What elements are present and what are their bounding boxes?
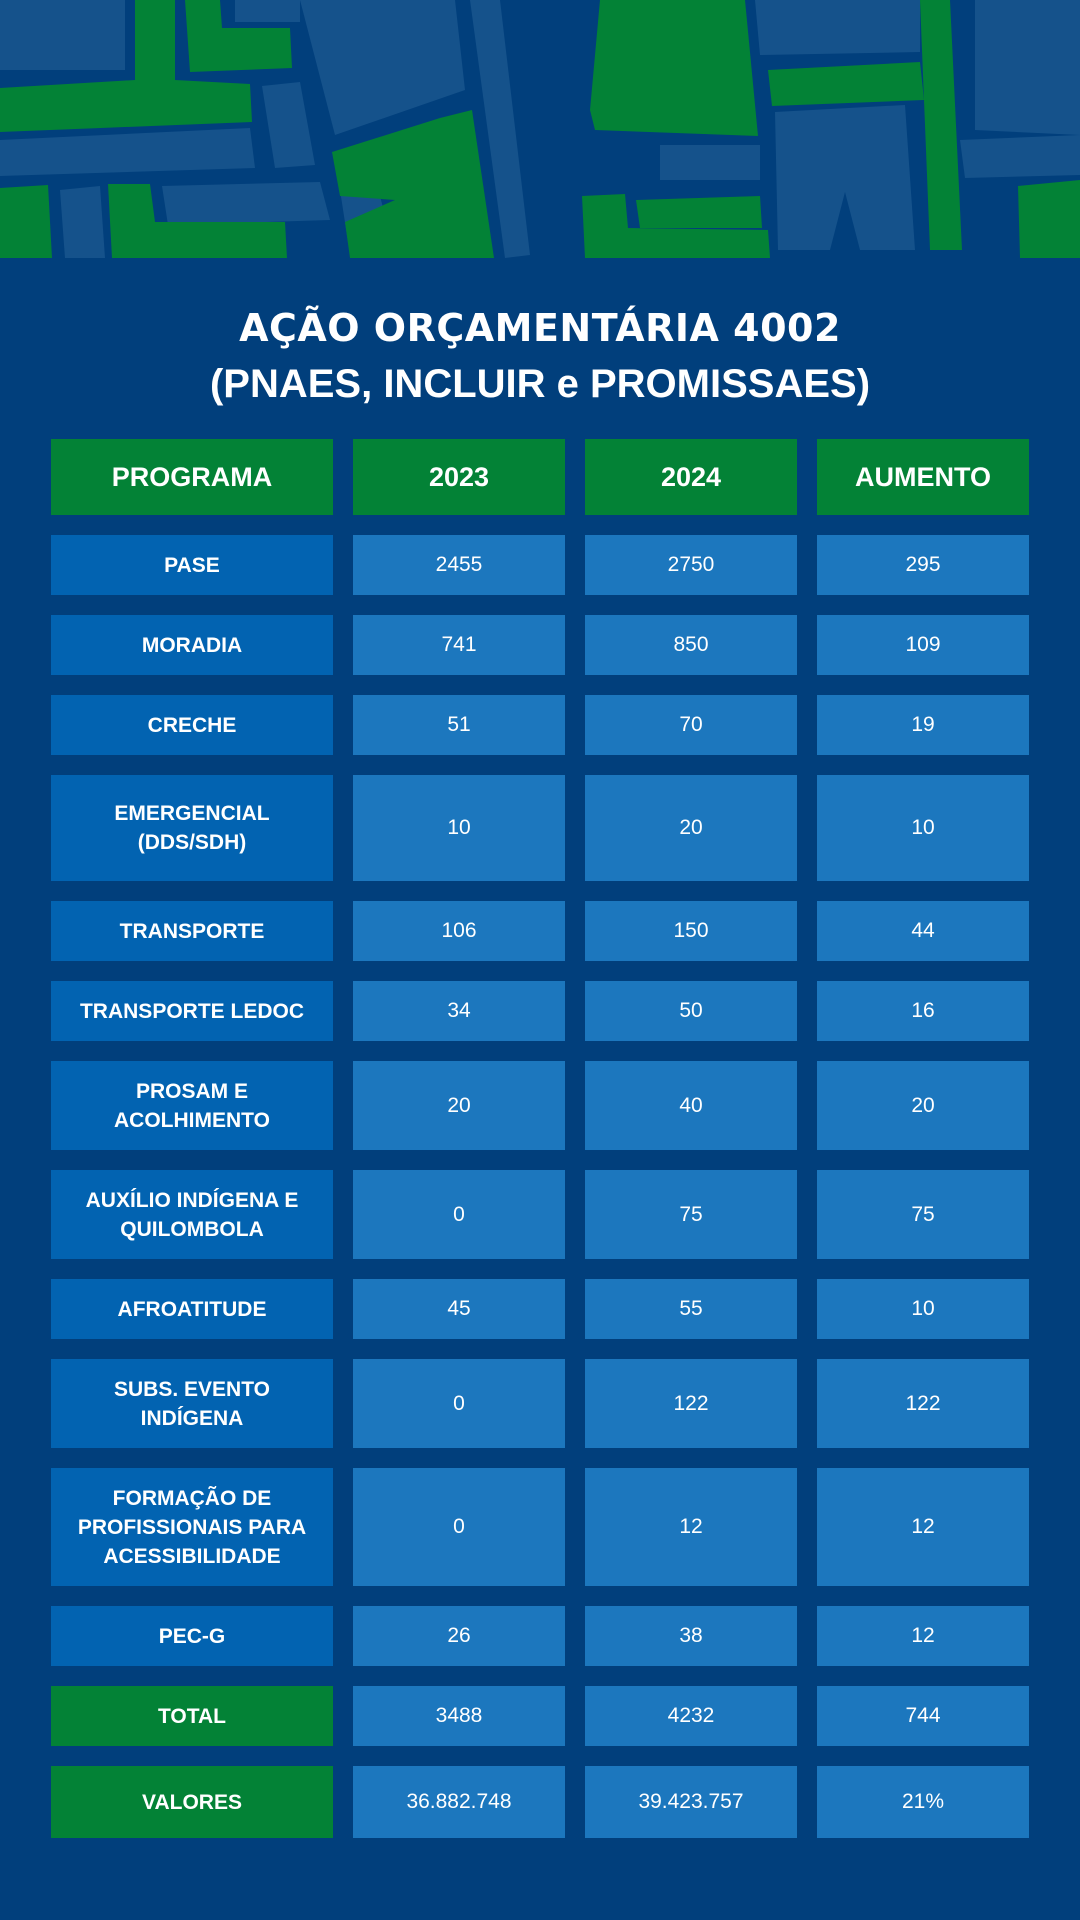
decorative-map-banner [0,0,1080,260]
total-aumento: 744 [817,1686,1029,1746]
row-2024: 75 [585,1170,797,1259]
row-name: MORADIA [51,615,333,675]
page-title [0,300,1080,412]
row-2024: 2750 [585,535,797,595]
total-label: TOTAL [51,1686,333,1746]
row-name: AUXÍLIO INDÍGENA E QUILOMBOLA [51,1170,333,1259]
row-2024: 20 [585,775,797,881]
row-2023: 741 [353,615,565,675]
row-aumento: 12 [817,1468,1029,1586]
row-2023: 20 [353,1061,565,1150]
row-2023: 51 [353,695,565,755]
row-2024: 70 [585,695,797,755]
row-aumento: 12 [817,1606,1029,1666]
row-2023: 45 [353,1279,565,1339]
header-aumento: AUMENTO [817,439,1029,515]
valores-2023: 36.882.748 [353,1766,565,1838]
row-name: TRANSPORTE LEDOC [51,981,333,1041]
row-2024: 150 [585,901,797,961]
row-2023: 10 [353,775,565,881]
total-2023: 3488 [353,1686,565,1746]
row-2023: 106 [353,901,565,961]
row-name: PEC-G [51,1606,333,1666]
row-2024: 50 [585,981,797,1041]
row-aumento: 19 [817,695,1029,755]
row-name: AFROATITUDE [51,1279,333,1339]
header-2023: 2023 [353,439,565,515]
row-2024: 40 [585,1061,797,1150]
row-name: CRECHE [51,695,333,755]
header-programa: PROGRAMA [51,439,333,515]
row-name: PASE [51,535,333,595]
row-name: SUBS. EVENTO INDÍGENA [51,1359,333,1448]
header-2024: 2024 [585,439,797,515]
total-2024: 4232 [585,1686,797,1746]
row-aumento: 16 [817,981,1029,1041]
row-2024: 38 [585,1606,797,1666]
title-line-1: AÇÃO ORÇAMENTÁRIA 4002 [239,306,841,350]
row-2024: 55 [585,1279,797,1339]
valores-aumento: 21% [817,1766,1029,1838]
row-2023: 0 [353,1359,565,1448]
row-name: PROSAM E ACOLHIMENTO [51,1061,333,1150]
row-aumento: 75 [817,1170,1029,1259]
row-aumento: 295 [817,535,1029,595]
row-aumento: 20 [817,1061,1029,1150]
row-2023: 2455 [353,535,565,595]
row-aumento: 10 [817,1279,1029,1339]
row-2024: 850 [585,615,797,675]
row-2024: 12 [585,1468,797,1586]
row-name: FORMAÇÃO DE PROFISSIONAIS PARA ACESSIBILIDADE [51,1468,333,1586]
valores-2024: 39.423.757 [585,1766,797,1838]
title-line-2: (PNAES, INCLUIR e PROMISSAES) [209,362,871,406]
row-name: TRANSPORTE [51,901,333,961]
row-aumento: 44 [817,901,1029,961]
row-2023: 34 [353,981,565,1041]
row-aumento: 109 [817,615,1029,675]
row-2024: 122 [585,1359,797,1448]
row-name: EMERGENCIAL (DDS/SDH) [51,775,333,881]
row-2023: 0 [353,1170,565,1259]
valores-label: VALORES [51,1766,333,1838]
row-2023: 26 [353,1606,565,1666]
row-2023: 0 [353,1468,565,1586]
row-aumento: 122 [817,1359,1029,1448]
budget-table [51,439,1029,1838]
row-aumento: 10 [817,775,1029,881]
